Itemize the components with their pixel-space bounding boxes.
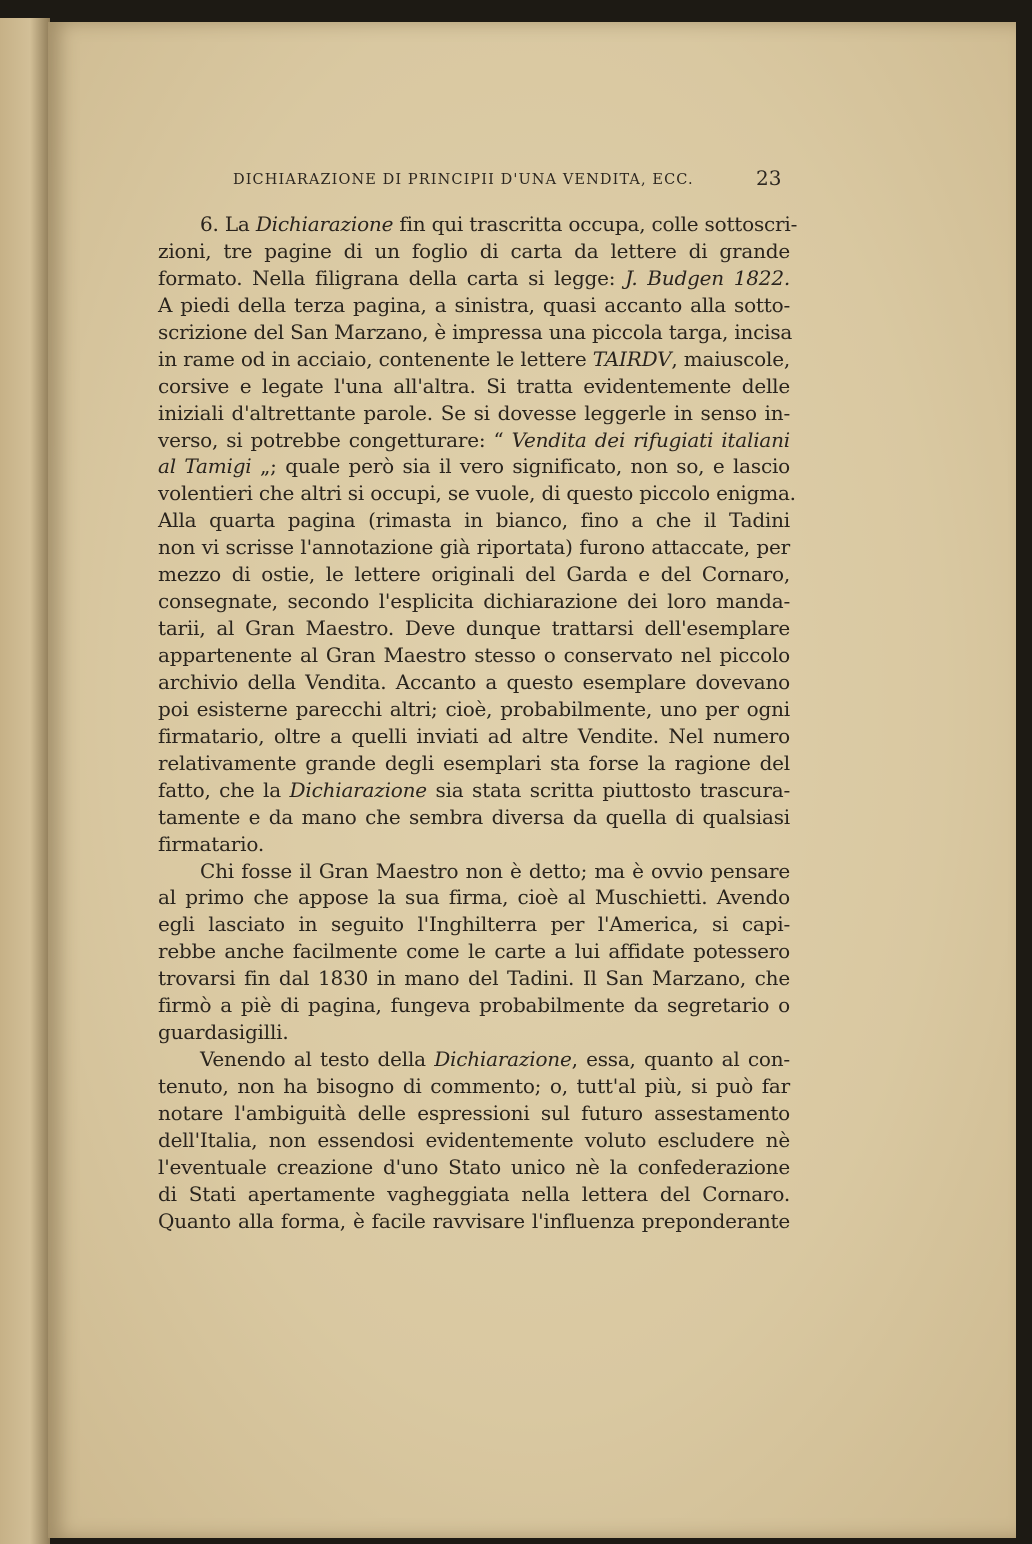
text-line bbox=[158, 777, 790, 804]
facing-page-edge bbox=[0, 18, 50, 1544]
text-segment: relativamente grande degli esemplari sta forse la ragione del bbox=[158, 750, 790, 775]
text-segment: guardasigilli. bbox=[158, 1020, 289, 1045]
text-segment: consegnate, secondo l'esplicita dichiarazione dei loro manda- bbox=[158, 589, 790, 614]
text-line bbox=[158, 1181, 790, 1208]
text-line bbox=[158, 938, 790, 965]
text-line bbox=[158, 480, 796, 507]
text-segment: volentieri che altri si occupi, se vuole, di questo piccolo enigma. bbox=[158, 481, 796, 506]
text-segment: Alla quarta pagina (rimasta in bianco, fino a che il Tadini bbox=[158, 508, 790, 533]
text-segment: non vi scrisse l'annotazione già riportata) furono attaccate, per bbox=[158, 535, 790, 560]
text-segment: fatto, che la bbox=[158, 777, 290, 802]
text-segment: Chi fosse il Gran Maestro non è detto; ma è ovvio pensare bbox=[200, 858, 790, 883]
text-segment: , maiuscole, bbox=[671, 346, 790, 371]
text-line bbox=[158, 319, 793, 346]
text-segment: Quanto alla forma, è facile ravvisare l'influenza preponderante bbox=[158, 1208, 790, 1233]
page-number: 23 bbox=[756, 166, 782, 190]
text-segment: corsive e legate l'una all'altra. Si tratta evidentemente delle bbox=[158, 373, 790, 398]
italic-text: TAIRDV bbox=[592, 346, 672, 371]
text-line bbox=[158, 1127, 790, 1154]
text-line bbox=[158, 723, 790, 750]
text-segment: , essa, quanto al con- bbox=[571, 1047, 790, 1072]
text-line bbox=[158, 453, 790, 480]
italic-text: J. Budgen 1822. bbox=[625, 265, 791, 290]
text-segment: trovarsi fin dal 1830 in mano del Tadini. Il San Marzano, che bbox=[158, 966, 790, 991]
text-segment: dell'Italia, non essendosi evidentemente voluto escludere nè bbox=[158, 1127, 790, 1152]
text-segment: firmatario. bbox=[158, 831, 265, 856]
text-line bbox=[158, 1046, 790, 1073]
text-line bbox=[158, 561, 790, 588]
text-segment: A piedi della terza pagina, a sinistra, quasi accanto alla sotto- bbox=[158, 292, 790, 317]
text-segment: Venendo al testo della bbox=[200, 1047, 435, 1072]
text-line bbox=[158, 427, 790, 454]
text-line bbox=[158, 1100, 790, 1127]
text-line bbox=[158, 346, 790, 373]
text-line bbox=[158, 292, 790, 319]
text-line bbox=[158, 750, 790, 777]
text-line bbox=[158, 373, 790, 400]
text-segment: poi esisterne parecchi altri; cioè, probabilmente, uno per ogni bbox=[158, 696, 790, 721]
text-line bbox=[158, 211, 798, 238]
text-line bbox=[158, 911, 790, 938]
running-header: DICHIARAZIONE DI PRINCIPII D'UNA VENDITA, ECC. bbox=[233, 172, 694, 188]
text-segment: archivio della Vendita. Accanto a questo esemplare dovevano bbox=[158, 669, 790, 694]
text-line bbox=[158, 1154, 790, 1181]
text-segment: verso, si potrebbe congetturare: “ bbox=[158, 427, 512, 452]
italic-text: Dichiarazione bbox=[289, 777, 427, 802]
text-segment: tarii, al Gran Maestro. Deve dunque trattarsi dell'esemplare bbox=[158, 616, 790, 641]
italic-text: al Tamigi bbox=[158, 454, 252, 479]
text-segment: fin qui trascritta occupa, colle sottoscri- bbox=[393, 212, 798, 236]
text-line bbox=[158, 588, 790, 615]
text-line bbox=[158, 669, 790, 696]
body-text bbox=[158, 211, 798, 1235]
text-line bbox=[158, 642, 790, 669]
text-segment: rebbe anche facilmente come le carte a lui affidate potessero bbox=[158, 939, 790, 964]
text-line bbox=[158, 534, 790, 561]
text-line bbox=[158, 965, 790, 992]
text-line bbox=[158, 696, 790, 723]
text-line bbox=[158, 831, 790, 858]
text-segment: „; quale però sia il vero significato, non so, e lascio bbox=[251, 454, 790, 479]
text-segment: tenuto, non ha bisogno di commento; o, tutt'al più, si può far bbox=[158, 1074, 790, 1098]
italic-text: Dichiarazione bbox=[255, 212, 394, 236]
text-line bbox=[158, 884, 790, 911]
text-line bbox=[158, 265, 790, 292]
text-line bbox=[158, 238, 790, 265]
text-line bbox=[158, 1019, 790, 1046]
text-segment: in rame od in acciaio, contenente le lettere bbox=[158, 346, 593, 371]
text-segment: appartenente al Gran Maestro stesso o conservato nel piccolo bbox=[158, 643, 790, 667]
text-segment: zioni, tre pagine di un foglio di carta da lettere di grande bbox=[158, 238, 790, 263]
text-line bbox=[158, 1073, 790, 1100]
italic-text: Dichiarazione bbox=[434, 1047, 572, 1072]
text-segment: notare l'ambiguità delle espressioni sul futuro assestamento bbox=[158, 1100, 790, 1125]
text-segment: l'eventuale creazione d'uno Stato unico nè la confederazione bbox=[158, 1154, 790, 1179]
text-segment: sia stata scritta piuttosto trascura- bbox=[426, 777, 790, 802]
text-segment: iniziali d'altrettante parole. Se si dovesse leggerle in senso in- bbox=[158, 400, 790, 425]
text-segment: firmatario, oltre a quelli inviati ad altre Vendite. Nel numero bbox=[158, 723, 790, 748]
text-line bbox=[158, 804, 790, 831]
italic-text: Vendita dei rifugiati italiani bbox=[511, 427, 790, 452]
text-segment: 6. La bbox=[200, 212, 256, 236]
text-line bbox=[158, 400, 790, 427]
text-line bbox=[158, 507, 790, 534]
text-segment: scrizione del San Marzano, è impressa una piccola targa, incisa bbox=[158, 319, 793, 344]
text-segment: mezzo di ostie, le lettere originali del Garda e del Cornaro, bbox=[158, 562, 790, 587]
text-line bbox=[158, 858, 790, 885]
text-segment: egli lasciato in seguito l'Inghilterra per l'America, si capi- bbox=[158, 912, 790, 937]
text-segment: firmò a piè di pagina, fungeva probabilmente da segretario o bbox=[158, 993, 790, 1018]
text-segment: al primo che appose la sua firma, cioè al Muschietti. Avendo bbox=[158, 885, 790, 910]
text-segment: tamente e da mano che sembra diversa da quella di qualsiasi bbox=[158, 804, 790, 829]
text-line bbox=[158, 1208, 790, 1235]
text-line bbox=[158, 615, 790, 642]
text-segment: formato. Nella filigrana della carta si legge: bbox=[158, 265, 626, 290]
text-segment: di Stati apertamente vagheggiata nella lettera del Cornaro. bbox=[158, 1181, 790, 1206]
text-line bbox=[158, 992, 790, 1019]
